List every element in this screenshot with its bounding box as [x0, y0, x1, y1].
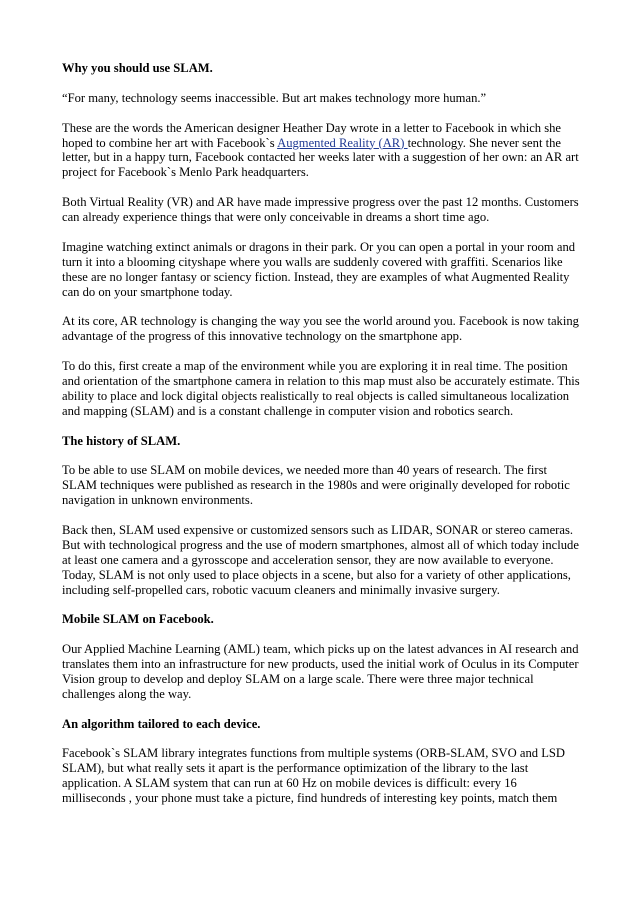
heading-history-of-slam: The history of SLAM.	[62, 433, 181, 448]
paragraph-ar-core: At its core, AR technology is changing the way you see the world around you. Facebook is now taking advantage of the progress of this innovative technology on the smartphone app.	[62, 314, 579, 344]
paragraph-heather-day	[62, 121, 582, 181]
document-page	[62, 61, 582, 821]
paragraph-sensors: Back then, SLAM used expensive or customized sensors such as LIDAR, SONAR or stereo cameras. But with technological progress and the use of modern smartphones, almost all of which today include at least one camera and a gyrosscope and acceleration sensor, they are now available to everyone. Today, SLAM is not only used to place objects in a scene, but also for a variety of other applications, including self-propelled cars, robotic vacuum cleaners and minimally invasive surgery.	[62, 522, 579, 597]
paragraph-40-years: To be able to use SLAM on mobile devices, we needed more than 40 years of research. The first SLAM techniques were published as research in the 1980s and were originally developed for robotic navigation in unknown environments.	[62, 463, 570, 508]
quote-paragraph: “For many, technology seems inaccessible. But art makes technology more human.”	[62, 90, 487, 105]
paragraph-slam-definition: To do this, first create a map of the environment while you are exploring it in real time. The position and orientation of the smartphone camera in relation to this map must also be accurately estimate. This ability to place and lock digital objects realistically to real objects is called simultaneous localization and mapping (SLAM) and is a constant challenge in computer vision and robotics search.	[62, 359, 580, 418]
paragraph-vr-ar-progress: Both Virtual Reality (VR) and AR have made impressive progress over the past 12 months. Customers can already experience things that were only conceivable in dreams a short time ago.	[62, 195, 579, 225]
paragraph-text: technology. She never sent the letter, but in a happy turn, Facebook contacted her weeks later with a suggestion of her own: an AR art project for Facebook`s Menlo Park headquarters.	[62, 135, 579, 180]
paragraph-imagine: Imagine watching extinct animals or dragons in their park. Or you can open a portal in your room and turn it into a blooming cityshape where you walls are suddenly covered with graffiti. Scenarios like these are no longer fantasy or sciency fiction. Instead, they are examples of what Augmented Reality can do on your smartphone today.	[62, 239, 576, 299]
paragraph-slam-library: Facebook`s SLAM library integrates functions from multiple systems (ORB-SLAM, SVO and LSD SLAM), but what really sets it apart is the performance optimization of the library to the last application. A SLAM system that can run at 60 Hz on mobile devices is difficult: every 16 milliseconds , your phone must take a picture, find hundreds of interesting key points, match them	[62, 746, 565, 806]
heading-why-use-slam: Why you should use SLAM.	[62, 61, 213, 75]
paragraph-text: These are the words the American designer Heather Day wrote in a letter to Facebook in which she hoped to combine her art with Facebook`s	[62, 120, 562, 150]
heading-mobile-slam: Mobile SLAM on Facebook.	[62, 612, 214, 627]
augmented-reality-link[interactable]: Augmented Reality (AR)	[277, 135, 408, 150]
paragraph-aml-team: Our Applied Machine Learning (AML) team, which picks up on the latest advances in AI research and translates them into an infrastructure for new products, used the initial work of Oculus in its Computer Vision group to develop and deploy SLAM on a large scale. There were three major technical challenges along the way.	[62, 642, 579, 701]
heading-algorithm-tailored: An algorithm tailored to each device.	[62, 716, 261, 731]
